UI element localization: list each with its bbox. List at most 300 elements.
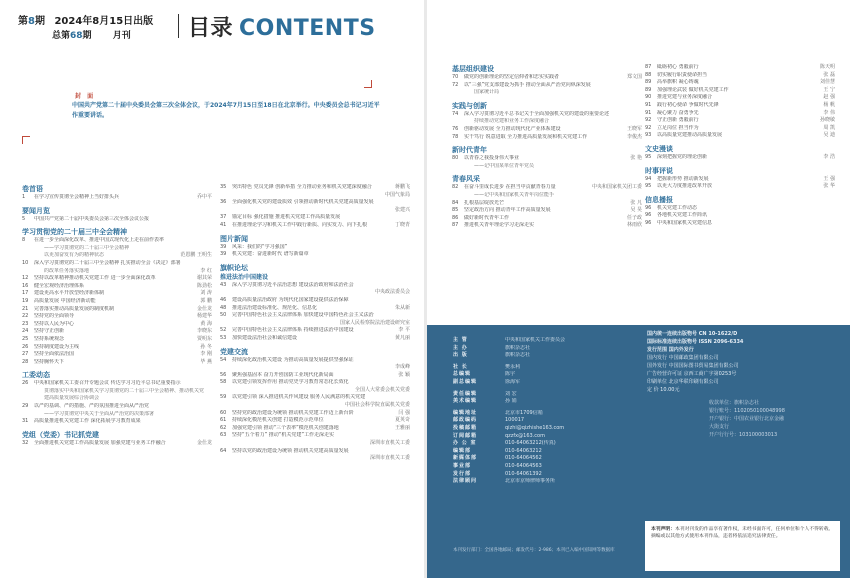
- toc-entry: [220, 207, 410, 215]
- toc-entry: [645, 212, 835, 220]
- toc-entry: [452, 89, 642, 97]
- toc-entry: [22, 395, 212, 403]
- toc-entry: [220, 184, 410, 192]
- toc-entry: [645, 205, 835, 213]
- entry-title: ——记中央和国家机关青年岗位能手: [474, 191, 555, 198]
- page-number: 32: [22, 439, 29, 446]
- toc-entry: [22, 283, 212, 291]
- entry-title: 在奋斗里成长进步 在担当中贡献青春力量: [464, 184, 556, 191]
- toc-entry: [220, 402, 410, 410]
- page-number: 5: [22, 215, 26, 222]
- entry-author: 李成峰: [394, 364, 410, 371]
- toc-entry: [22, 216, 212, 224]
- section-title: 要闻月览: [22, 206, 50, 215]
- toc-entry: [645, 87, 835, 95]
- publication-detail-line: 发行范围 国内外发行: [647, 347, 694, 353]
- toc-entry: [220, 432, 410, 440]
- toc-entry: [220, 372, 410, 380]
- toc-entry: [220, 327, 410, 335]
- page-number: 87: [452, 222, 459, 229]
- toc-entry: [220, 379, 410, 387]
- toc-entry: [452, 192, 642, 200]
- entry-author: 贾明东: [196, 335, 212, 342]
- page-number: 96: [645, 219, 652, 226]
- toc-entry: [22, 290, 212, 298]
- entry-title: 完善中国特色社会主义法律体系 持续推进法治中国建设: [232, 327, 354, 334]
- page-number: 70: [452, 74, 459, 80]
- section-title: 信息播报: [645, 195, 673, 204]
- entry-author: 李 伟: [823, 109, 835, 116]
- page-number: 17: [22, 290, 29, 297]
- masthead-key: 主 办: [453, 344, 468, 351]
- page-number: 92: [645, 117, 652, 124]
- entry-title: 机关党建工作动态: [657, 204, 698, 211]
- entry-title: 建高质量发展综合协调会: [44, 395, 100, 402]
- total-prefix: 总第: [52, 31, 71, 41]
- entry-author: 深圳市直机关工委: [369, 455, 410, 462]
- toc-entry: [22, 275, 212, 283]
- page-number: 94: [645, 175, 652, 182]
- entry-title: 贯彻落实中央和国家机关学习贯彻党的二十届三中全会精神、推动机关党: [44, 387, 205, 394]
- entry-author: 李 浩: [823, 153, 835, 160]
- toc-entry: [452, 207, 642, 215]
- page-number: 53: [220, 334, 227, 341]
- copyright-notice: [645, 521, 840, 571]
- entry-author: 王晓军: [626, 125, 642, 132]
- entry-author: 李晓东: [196, 328, 212, 335]
- masthead-value: 樊永利: [505, 363, 521, 370]
- toc-entry: [452, 118, 642, 126]
- entry-author: 刘佳慧: [819, 79, 835, 86]
- entry-author: 中国气象局: [384, 191, 410, 198]
- entry-author: 乔中平: [196, 194, 212, 200]
- masthead-row: [453, 433, 643, 441]
- entry-title: 建设更高水平开放型经济新体制: [34, 290, 105, 297]
- toc-entry: [645, 176, 835, 184]
- entry-title: 推进机关青年理论学习走深走实: [464, 222, 535, 229]
- issue-line: [18, 15, 153, 28]
- toc-entry: [220, 410, 410, 418]
- toc-entry: [452, 126, 642, 134]
- entry-title: 坚持党的政治建设为统领 推动机关党建工作迈上新台阶: [232, 409, 354, 416]
- entry-author: 黄凡丽: [394, 334, 410, 341]
- entry-title: 在进一步全面深化改革、推进中国式现代化上走在前作表率: [34, 237, 165, 244]
- masthead-key: 美术编辑: [453, 398, 478, 405]
- masthead-value: qzzfx@163.com: [505, 432, 545, 439]
- masthead-key: 办 公 室: [453, 440, 477, 447]
- page-number: 95: [645, 183, 652, 190]
- entry-title: 全面强化机关党的建设质效 引领推动新时代机关党建高质量发展: [232, 199, 374, 206]
- entry-title: 深入学习贯彻党的二十届三中全会精神 扎实推动全会《决定》部署: [34, 259, 181, 266]
- entry-author: 李 平: [398, 327, 410, 334]
- entry-title: 坚持守正创新: [34, 328, 65, 335]
- entry-author: 中国社会科学院直属机关党委: [344, 402, 410, 409]
- entry-title: 坚持党的全面领导: [34, 313, 75, 320]
- entry-title: 持续深化政治机关建设 为推动高质量发展提供坚强保证: [232, 356, 354, 363]
- toc-entry: [22, 411, 212, 419]
- section-title: 推进法治中国建设: [220, 273, 269, 281]
- masthead-row: [453, 417, 643, 425]
- toc-entry: [645, 102, 835, 110]
- page-number: 39: [220, 251, 227, 258]
- entry-title: 深入学习贯彻习近平总书记关于全面加强机关党的建设的重要论述: [464, 110, 610, 117]
- entry-title: 坚持胸怀天下: [34, 358, 65, 365]
- page-number: 59: [220, 394, 227, 401]
- page-number: 12: [22, 275, 29, 282]
- toc-entry: [220, 222, 410, 230]
- page-number: 26: [22, 380, 29, 387]
- masthead-key: 发行部: [453, 470, 472, 477]
- masthead-key: 责任编辑: [453, 390, 478, 397]
- page-number: 37: [220, 214, 227, 221]
- header-divider: [178, 14, 179, 38]
- entry-author: 陈劲松: [196, 282, 212, 289]
- toc-entry: [645, 110, 835, 118]
- section-title: 青春风采: [452, 175, 480, 184]
- entry-author: 刘 涛: [200, 290, 212, 297]
- page-number: 93: [645, 132, 652, 139]
- page-number: 16: [22, 282, 29, 289]
- publication-detail-line: 开户银行：中国农业银行北京金融: [709, 416, 785, 422]
- entry-title: 坚持以党的政治建设为统领 推动机关党建高质量发展: [232, 447, 349, 454]
- page-number: 76: [452, 125, 459, 132]
- page-number: 63: [220, 432, 227, 439]
- page-number: 1: [22, 194, 26, 200]
- masthead-value: 陈宇: [505, 371, 516, 378]
- section-title: 旗帜论坛: [220, 263, 248, 272]
- entry-author: 张建兴: [394, 206, 410, 213]
- masthead-row: [453, 364, 643, 372]
- page-number: 29: [22, 403, 29, 410]
- toc-entry: [220, 214, 410, 222]
- masthead-key: 法律顾问: [453, 478, 478, 485]
- entry-title: 高质量推进机关党建工作 深化拓展学习教育成果: [34, 418, 141, 425]
- entry-title: 深入学习贯彻习近平法治思想 建设法治政府和法治社会: [232, 281, 354, 288]
- entry-title: 推进法治建设标准化、规范化、信息化: [232, 304, 318, 311]
- toc-entry: [22, 418, 212, 426]
- entry-title: 各地机关党建工作简讯: [657, 212, 708, 219]
- entry-title: 推进党建与业务深度融合: [657, 94, 713, 101]
- masthead-row: [453, 455, 643, 463]
- toc-entry: [22, 313, 212, 321]
- entry-title: 完善中国特色社会主义法律体系 加快建设中国特色社会主义法治: [232, 312, 374, 319]
- toc-entry: [645, 132, 835, 140]
- notice-label: 本刊声明：: [651, 527, 675, 532]
- entry-author: 李 刚: [200, 351, 212, 358]
- masthead-value: 北京市1709信箱: [505, 409, 543, 416]
- entry-title: 砥砺初心 勇毅前行: [657, 64, 699, 70]
- toc-entry: [220, 357, 410, 365]
- entry-author: 闫 强: [398, 409, 410, 416]
- masthead-row: [453, 471, 643, 479]
- masthead-key: 编辑地址: [453, 409, 478, 416]
- left-page: [0, 0, 424, 578]
- page-number: 60: [220, 409, 227, 416]
- page-number: 56: [220, 371, 227, 378]
- toc-entry: [220, 244, 410, 252]
- masthead-row: [453, 371, 643, 379]
- entry-author: 中央和国家机关团工委: [591, 184, 642, 191]
- page-number: 91: [645, 101, 652, 108]
- total-suffix: 期: [82, 31, 92, 41]
- entry-title: 加强理论武装 做好机关党建工作: [657, 86, 729, 93]
- entry-title: 践行初心使命 争做时代先锋: [657, 101, 719, 108]
- masthead-value: qizhi@qizhishe163.com: [505, 424, 565, 431]
- masthead-row: [453, 440, 643, 448]
- page-number: 36: [220, 199, 227, 206]
- entry-title: 聚焦强基固本 奋力开创国防工业现代化新局面: [232, 371, 334, 378]
- entry-author: 蒋鹏飞: [394, 184, 410, 190]
- issue-suffix: 期: [34, 16, 45, 27]
- toc-entry: [22, 351, 212, 359]
- entry-title: 中央和国家机关党建信息: [657, 219, 713, 226]
- toc-entry: [645, 94, 835, 102]
- entry-title: 中国共产党第二十届中央委员会第三次全体会议公报: [34, 215, 150, 222]
- entry-author: 李俊杰: [626, 133, 642, 140]
- masthead-value: 徐海军: [505, 378, 521, 385]
- masthead-value: 北京市京师律师事务所: [505, 478, 556, 485]
- page-number: 52: [220, 327, 227, 334]
- toc-column-right: [220, 184, 410, 463]
- entry-author: 杨建华: [196, 313, 212, 320]
- masthead-value: 中央和国家机关工作委员会: [505, 337, 566, 343]
- publication-detail-line: 银行账号：1102050100048998: [709, 408, 785, 414]
- page-number: 89: [645, 79, 652, 86]
- total-issue-line: [52, 28, 131, 41]
- toc-entry: [220, 312, 410, 320]
- total-number: 68: [70, 31, 83, 41]
- toc-entry: [220, 305, 410, 313]
- entry-title: 加强党建引领 推动“三个表率”模范机关创建落地: [232, 424, 339, 431]
- entry-author: 孙晓敏: [819, 117, 835, 124]
- entry-author: 张 艳: [630, 155, 642, 162]
- entry-title: 实干笃行 锐意进取 全力推进高质量发展和机关党建工作: [464, 133, 588, 140]
- entry-title: 坚持以改革精神推动机关党建工作 进一步全面深化改革: [34, 275, 156, 282]
- toc-column-left: [22, 184, 212, 447]
- entry-author: 杨 帆: [823, 101, 835, 108]
- publication-detail-line: 广告经营许可证 京西工商广字第0253号: [647, 371, 737, 377]
- corner-mark-icon: [22, 136, 30, 144]
- section-title: 实践与创新: [452, 101, 487, 110]
- entry-author: 范恩鹏 王明生: [180, 252, 212, 259]
- masthead-key: 主 管: [453, 337, 468, 343]
- toc-entry: [452, 82, 642, 90]
- entry-title: 切实履行职责使命担当: [657, 71, 708, 78]
- masthead-value: 010-64064563: [505, 462, 542, 469]
- page-number: 64: [220, 447, 227, 454]
- page-number: 25: [22, 335, 29, 342]
- masthead-list: [453, 337, 643, 486]
- masthead-key: 新媒体部: [453, 455, 478, 462]
- entry-title: 机关党建：奋进新时代 谱写新篇章: [232, 251, 309, 258]
- page-number: 85: [452, 207, 459, 214]
- page-number: 31: [22, 418, 29, 425]
- entry-title: 深刻把握党的理论创新: [657, 153, 708, 160]
- entry-author: 朱从新: [394, 304, 410, 311]
- page-number: 96: [645, 204, 652, 211]
- toc-entry: [22, 237, 212, 245]
- toc-entry: [452, 134, 642, 142]
- entry-title: 做好新时代青年工作: [464, 214, 510, 221]
- publication-detail-line: 国外发行 中国国际图书贸易集团有限公司: [647, 363, 739, 369]
- publication-detail-line: 国内统一连续出版物号 CN 10-1622/D: [647, 331, 738, 337]
- toc-column-right-page-right: [645, 64, 835, 228]
- entry-title: ——记中国某单位青年党员: [474, 162, 535, 169]
- page-number: 80: [452, 155, 459, 162]
- page-number: 61: [220, 417, 227, 424]
- toc-entry: [22, 380, 212, 388]
- entry-title: 坚持全面依法治国: [34, 351, 75, 358]
- publication-info-panel: [427, 325, 850, 578]
- entry-author: 金仕龙: [196, 439, 212, 446]
- entry-title: 在推进理论学习和机关工作中践行新质、向实发力、向下扎根: [232, 221, 368, 228]
- masthead-key: 总编辑: [453, 371, 472, 378]
- entry-author: 郑文国: [626, 74, 642, 80]
- entry-title: 的改革任务落实落地: [44, 267, 90, 274]
- toc-entry: [452, 74, 642, 82]
- entry-author: 王 强: [823, 175, 835, 182]
- toc-entry: [220, 394, 410, 402]
- issue-prefix: 第: [18, 16, 28, 27]
- publication-detail-line: 定 价 10.00元: [647, 387, 680, 393]
- masthead-value: 旗帜杂志社: [505, 344, 531, 351]
- issue-date: 2024年8月15日出版: [54, 16, 154, 27]
- section-title: 工委动态: [22, 371, 50, 380]
- entry-title: 坚定政治方向 推动青年工作高质量发展: [464, 207, 551, 214]
- entry-title: ——学习贯彻党的二十届三中全会精神: [44, 244, 130, 251]
- section-title: 图片新闻: [220, 234, 248, 243]
- publication-detail-line: 印刷单位 北京华联印刷有限公司: [647, 379, 719, 385]
- toc-entry: [220, 192, 410, 200]
- toc-entry: [22, 336, 212, 344]
- masthead-row: [453, 448, 643, 456]
- toc-entry: [22, 359, 212, 367]
- toc-entry: [645, 220, 835, 228]
- section-title: 新时代青年: [452, 146, 487, 155]
- toc-column-right-page-left: [452, 64, 642, 230]
- page-number: 96: [645, 212, 652, 219]
- page-number: 10: [22, 259, 29, 266]
- entry-title: 加快建设法治社会和诚信建设: [232, 334, 298, 341]
- section-title: 党组（党委）书记抓党建: [22, 430, 99, 439]
- toc-entry: [645, 125, 835, 133]
- page-number: 26: [22, 343, 29, 350]
- entry-author: 张 颖: [398, 371, 410, 378]
- entry-author: 张 凡: [630, 199, 642, 206]
- masthead-row: [453, 410, 643, 418]
- page-number: 88: [645, 71, 652, 78]
- page-number: 78: [452, 133, 459, 140]
- toc-entry: [645, 79, 835, 87]
- publication-details: [647, 330, 842, 439]
- page-number: 21: [22, 305, 29, 312]
- page-number: 35: [220, 184, 227, 190]
- period-label: 月刊: [112, 31, 131, 41]
- toc-entry: [22, 306, 212, 314]
- page-number: 19: [22, 297, 29, 304]
- page-number: 91: [645, 109, 652, 116]
- toc-entry: [22, 260, 212, 268]
- entry-author: 王雅丽: [394, 424, 410, 431]
- entry-title: 以党建引领发挥作用 推动党史学习教育常态化长效化: [232, 379, 349, 386]
- page-number: 48: [220, 304, 227, 311]
- toc-entry: [645, 183, 835, 191]
- entry-author: 赵 强: [823, 94, 835, 101]
- title-en: CONTENTS: [239, 16, 376, 41]
- page-number: 50: [220, 312, 227, 319]
- entry-title: 以高质量党建推动高质量发展: [657, 132, 723, 139]
- entry-author: 张 华: [823, 183, 835, 190]
- masthead-key: 投稿邮箱: [453, 424, 478, 431]
- masthead-row: [453, 463, 643, 471]
- masthead-row: [453, 337, 643, 345]
- toc-entry: [452, 155, 642, 163]
- masthead-value: 010-64063212: [505, 447, 542, 454]
- masthead-row: [453, 352, 643, 360]
- section-title: 基层组织建设: [452, 65, 494, 73]
- page-number: 89: [645, 86, 652, 93]
- entry-author: 张 磊: [823, 71, 835, 78]
- entry-title: 全面推进机关党建工作高质量发展 加强党建与业务工作融合: [34, 439, 166, 446]
- entry-author: 吴 迪: [823, 132, 835, 139]
- masthead-value: 旗帜杂志社: [505, 352, 531, 359]
- masthead-row: [453, 345, 643, 353]
- entry-title: 做党的创新理论的坚定信仰者和忠实实践者: [464, 74, 560, 80]
- entry-title: 高质量发展 中国经济新动能: [34, 297, 96, 304]
- entry-title: 持续深化模范机关创建 打造模范示范单位: [232, 417, 324, 424]
- section-title: 时事评说: [645, 166, 673, 175]
- toc-entry: [220, 297, 410, 305]
- page-number: 82: [452, 184, 459, 191]
- entry-author: 丁晓青: [394, 221, 410, 228]
- entry-author: 陈天明: [819, 64, 835, 70]
- entry-author: 黄 海: [200, 320, 212, 327]
- entry-author: 全国人大常委会机关党委: [354, 386, 410, 393]
- entry-title: 以更加奋发有为的精神状态: [44, 252, 105, 259]
- toc-entry: [22, 252, 212, 260]
- entry-author: 林雨欣: [626, 222, 642, 229]
- entry-title: 国家统计局: [474, 89, 500, 96]
- toc-entry: [22, 403, 212, 411]
- page-number: 22: [22, 313, 29, 320]
- issue-number: 8: [28, 16, 35, 27]
- toc-entry: [452, 184, 642, 192]
- page-number: 72: [452, 81, 459, 88]
- toc-entry: [22, 388, 212, 396]
- entry-author: 夏英奇: [394, 417, 410, 424]
- entry-title: 风采：我们的“学习强国”: [232, 243, 288, 250]
- toc-entry: [22, 440, 212, 448]
- entry-author: 金仕龙: [196, 305, 212, 312]
- entry-title: 以“三强”党支部建设为抓手 推动全面从严治党向纵深发展: [464, 81, 591, 88]
- entry-title: 坚持“五个着力” 推动“机关党建”工作走深走实: [232, 432, 334, 439]
- entry-title: 坚持制度建设为主线: [34, 343, 80, 350]
- entry-author: 国家人民检察院法治建设研究室: [339, 319, 410, 326]
- page-number: 8: [22, 237, 26, 244]
- cover-text: 中国共产党第二十届中央委员会第三次全体会议，于2024年7月15日至18日在北京举行。中央委员会总书记习近平作重要讲话。: [72, 102, 380, 119]
- cover-label: 封 面: [75, 93, 96, 100]
- entry-author: 李 红: [200, 267, 212, 274]
- toc-entry: [220, 417, 410, 425]
- entry-title: 完善落实推动高质量发展的制度机制: [34, 305, 115, 312]
- page-number: 87: [645, 64, 652, 70]
- masthead-value: 孙 娟: [505, 398, 517, 405]
- page-number: 23: [22, 320, 29, 327]
- toc-entry: [220, 199, 410, 207]
- page-number: 24: [22, 328, 29, 335]
- toc-entry: [645, 72, 835, 80]
- entry-title: 健全宏观经济治理体系: [34, 282, 85, 289]
